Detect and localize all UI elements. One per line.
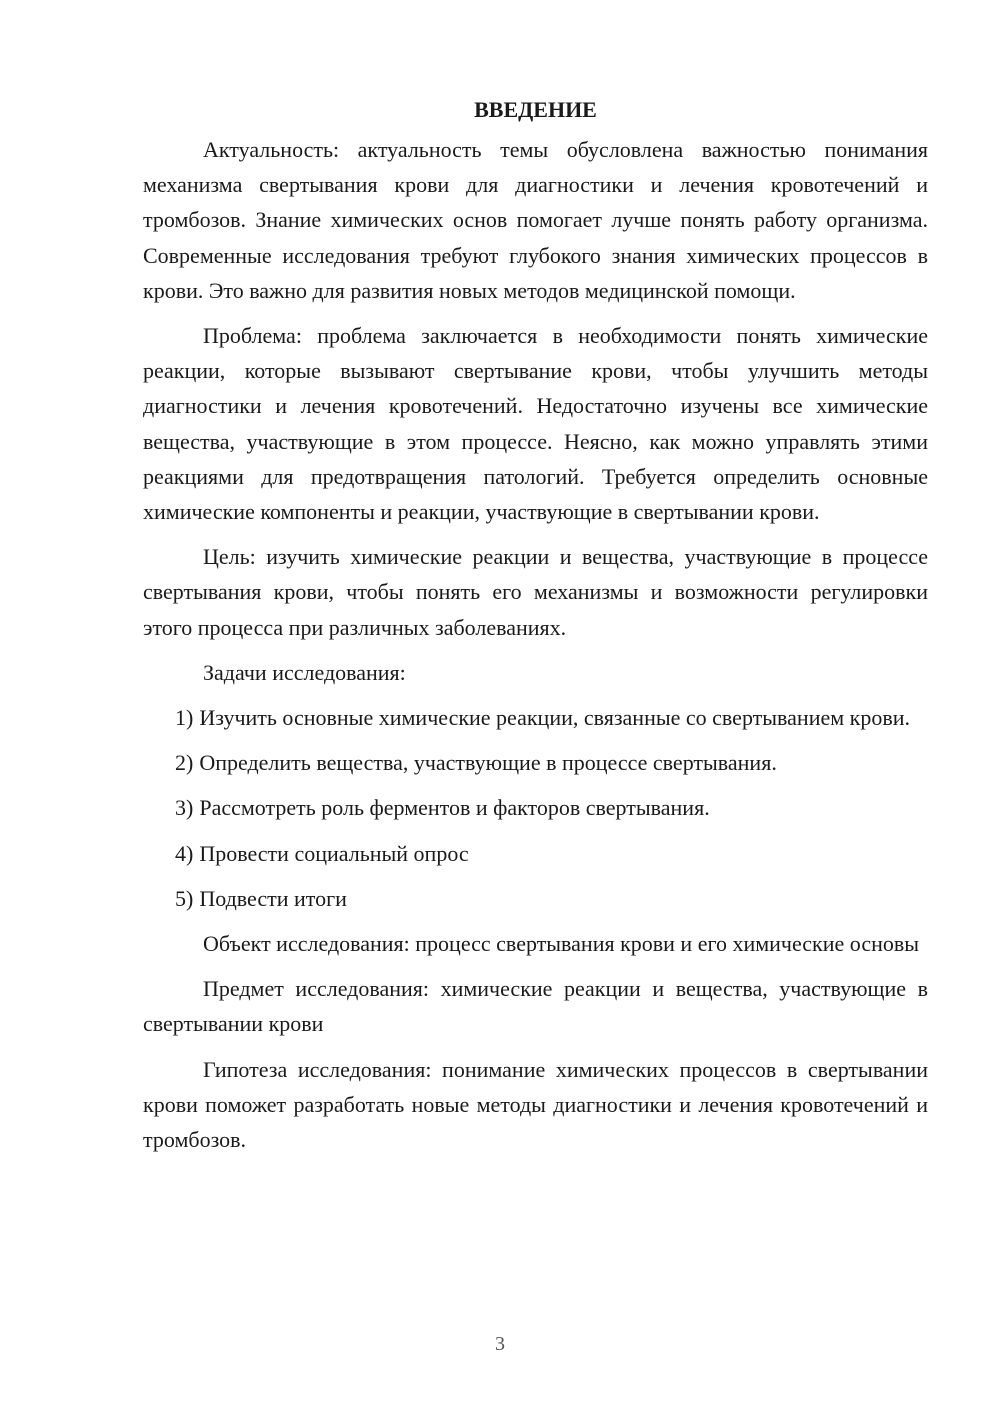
document-page (143, 92, 928, 1167)
task-text: Подвести итоги (199, 885, 347, 911)
tasks-list (143, 700, 928, 916)
goal-paragraph: Цель: изучить химические реакции и вещества, участвующие в процессе свертывания крови, чтобы понять его механизмы и возможности регулировки этого процесса при различных заболеваниях. (143, 544, 928, 640)
task-item (143, 836, 928, 871)
task-text: Рассмотреть роль ферментов и факторов свертывания. (199, 795, 710, 821)
object-paragraph: Объект исследования: процесс свертывания крови и его химические основы (203, 931, 920, 957)
hypothesis-paragraph: Гипотеза исследования: понимание химических процессов в свертывании крови поможет разработать новые методы диагностики и лечения кровотечений и тромбозов. (143, 1056, 928, 1153)
task-item (143, 881, 928, 916)
page-number: 3 (495, 1333, 505, 1355)
task-number: 5) (175, 885, 194, 911)
task-text: Изучить основные химические реакции, связанные со свертыванием крови. (199, 705, 910, 731)
task-item (143, 745, 928, 780)
task-item (143, 700, 928, 735)
section-title: ВВЕДЕНИЕ (474, 97, 597, 122)
task-number: 2) (175, 750, 194, 776)
task-item (143, 790, 928, 825)
task-text: Определить вещества, участвующие в процессе свертывания. (199, 750, 777, 776)
task-text: Провести социальный опрос (199, 840, 469, 866)
tasks-heading: Задачи исследования: (203, 659, 406, 685)
task-number: 1) (175, 705, 194, 731)
relevance-paragraph: Актуальность: актуальность темы обусловлена важностью понимания механизма свертывания крови для диагностики и лечения кровотечений и тромбозов. Знание химических основ помогает лучше понять работу организма. Современные исследования требуют глубокого знания химических процессов в крови. Это важно для развития новых методов медицинской помощи. (143, 137, 928, 303)
subject-paragraph: Предмет исследования: химические реакции и вещества, участвующие в свертывании крови (143, 976, 928, 1037)
task-number: 3) (175, 795, 194, 821)
problem-paragraph: Проблема: проблема заключается в необходимости понять химические реакции, которые вызывают свертывание крови, чтобы улучшить методы диагностики и лечения кровотечений. Недостаточно изучены все химические вещества, участвующие в этом процессе. Неясно, как можно управлять этими реакциями для предотвращения патологий. Требуется определить основные химические компоненты и реакции, участвующие в свертывании крови. (143, 323, 928, 525)
task-number: 4) (175, 840, 194, 866)
